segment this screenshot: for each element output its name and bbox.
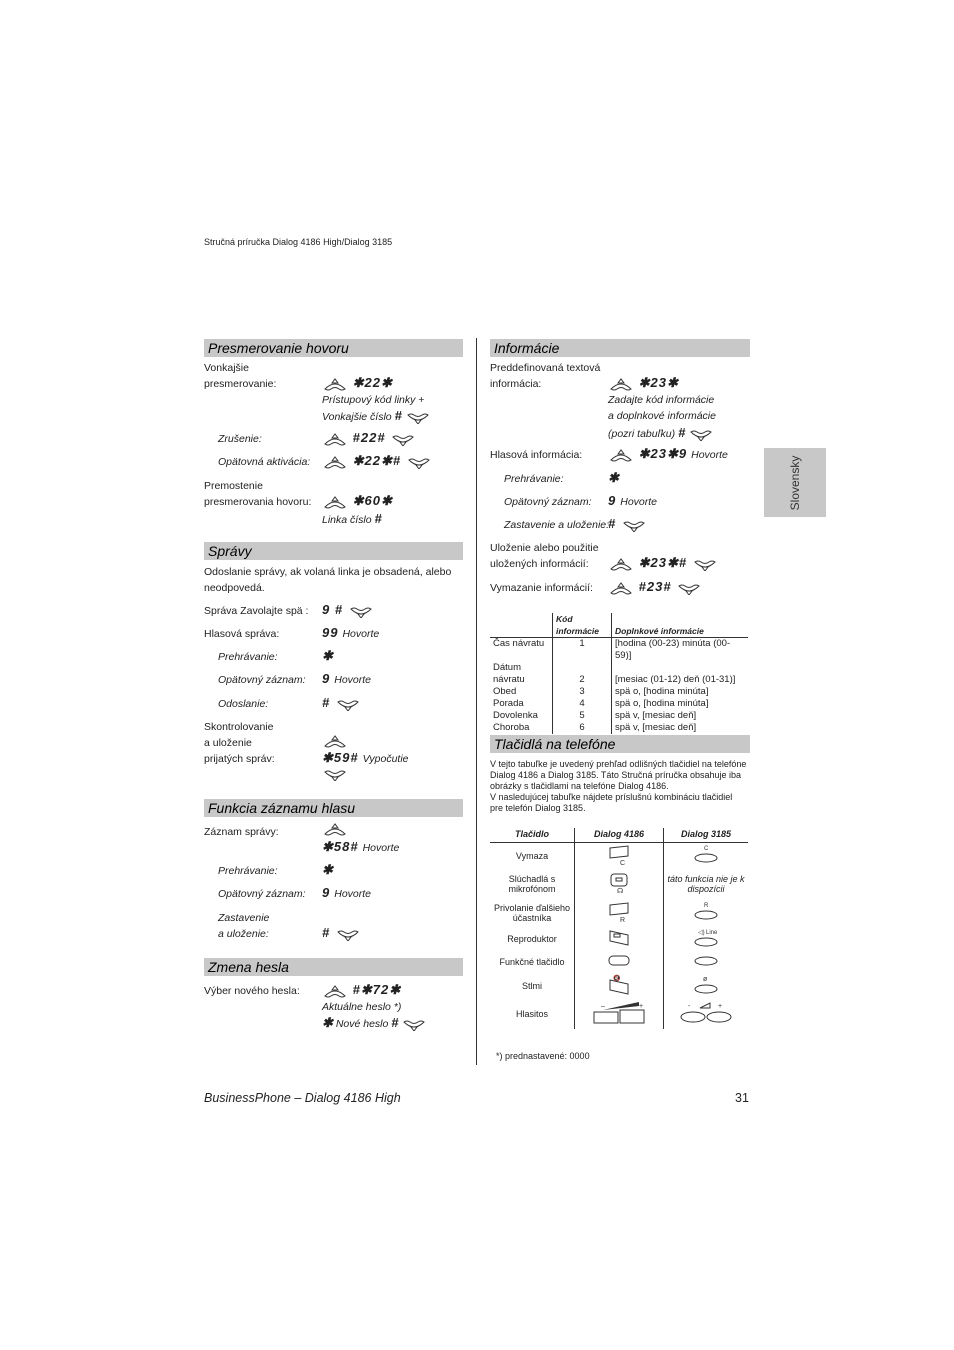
instruction: a doplnkové informácie bbox=[608, 410, 716, 422]
instruction: Prístupový kód linky bbox=[322, 394, 416, 406]
section-header-funkcia: Funkcia záznamu hlasu bbox=[204, 799, 463, 817]
code: 99 bbox=[322, 625, 339, 640]
hash-key: # bbox=[391, 1015, 399, 1030]
headset-key-icon bbox=[606, 872, 632, 894]
svg-text:◁): ◁) bbox=[698, 929, 705, 936]
label: Vymazanie informácií: bbox=[490, 582, 593, 594]
table-row bbox=[490, 638, 748, 663]
label: Skontrolovanie bbox=[204, 721, 274, 733]
code: ✱23✱9 bbox=[638, 446, 688, 461]
cell: Hlasitos bbox=[490, 999, 575, 1029]
label: Hlasová správa: bbox=[204, 628, 280, 640]
mute-key-icon bbox=[606, 974, 632, 996]
label: Opätovný záznam: bbox=[218, 888, 306, 900]
handset-replace-icon bbox=[390, 432, 416, 446]
label: Opätovný záznam: bbox=[504, 496, 592, 508]
code: ✱22✱ bbox=[352, 375, 393, 390]
table-row bbox=[490, 951, 748, 973]
cell bbox=[612, 662, 749, 674]
footer-title: BusinessPhone – Dialog 4186 High bbox=[204, 1091, 401, 1105]
function-key-icon bbox=[693, 953, 719, 969]
label: Zrušenie: bbox=[218, 433, 262, 445]
svg-text:C: C bbox=[704, 845, 709, 852]
svg-text:+: + bbox=[639, 1002, 644, 1010]
label: prijatých správ: bbox=[204, 753, 275, 765]
col-header: Tlačidlo bbox=[490, 828, 575, 843]
col-header: Dialog 3185 bbox=[664, 828, 749, 843]
col-header: Dialog 4186 bbox=[575, 828, 664, 843]
paragraph: neodpovedá. bbox=[204, 582, 265, 594]
cell: spä v, [mesiac deň] bbox=[615, 710, 697, 721]
instruction: Vonkajšie číslo bbox=[322, 411, 392, 423]
section-header-zmena: Zmena hesla bbox=[204, 958, 463, 976]
plus: + bbox=[418, 394, 425, 406]
label: Výber nového hesla: bbox=[204, 985, 300, 997]
hash-key: # bbox=[322, 925, 331, 940]
label: presmerovania hovoru: bbox=[204, 496, 312, 508]
instruction: Hovorte bbox=[362, 842, 400, 854]
svg-text:-: - bbox=[688, 1002, 691, 1010]
volume-key-icon bbox=[678, 1000, 734, 1026]
footnote: *) prednastavené: 0000 bbox=[496, 1051, 590, 1061]
page-number: 31 bbox=[735, 1091, 749, 1105]
handset-lift-icon bbox=[322, 377, 348, 391]
label: a uloženie: bbox=[218, 928, 269, 940]
handset-replace-icon bbox=[335, 927, 361, 941]
info-code-table bbox=[490, 613, 748, 734]
svg-text:–: – bbox=[601, 1002, 605, 1010]
cell: 5 bbox=[553, 710, 612, 722]
label: Odoslanie: bbox=[218, 698, 269, 710]
cell: spä o, [hodina minúta] bbox=[615, 698, 709, 709]
language-tab bbox=[764, 448, 826, 517]
label: Správa Zavolajte spä : bbox=[204, 605, 309, 617]
instruction: Aktuálne heslo *) bbox=[322, 1001, 402, 1013]
cell: spä o, [hodina minúta] bbox=[615, 686, 709, 697]
handset-lift-icon bbox=[322, 495, 348, 509]
paragraph: obrázky s tlačidlami na telefóne Dialog 4186. bbox=[490, 781, 669, 791]
table-row bbox=[490, 722, 748, 734]
cell: 2 bbox=[553, 674, 612, 686]
handset-replace-icon bbox=[406, 455, 432, 469]
cell: Čas návratu bbox=[490, 638, 553, 663]
volume-key-icon bbox=[591, 1000, 647, 1026]
svg-text:+: + bbox=[718, 1002, 723, 1010]
instruction: Zadajte kód informácie bbox=[608, 394, 715, 406]
section-header-informacie: Informácie bbox=[490, 339, 750, 357]
handset-lift-icon bbox=[322, 734, 348, 748]
svg-text:R: R bbox=[704, 902, 709, 909]
clear-key-icon bbox=[693, 844, 719, 866]
instruction: Hovorte bbox=[691, 449, 728, 461]
cell: Choroba bbox=[490, 722, 553, 734]
cell: táto funkcia nie je k dispozícii bbox=[667, 873, 745, 894]
label: Zastavenie a uloženie: bbox=[504, 519, 610, 531]
instruction: Hovorte bbox=[342, 628, 380, 640]
cell: spä v, [mesiac deň] bbox=[615, 722, 697, 733]
cell: Dovolenka bbox=[490, 710, 553, 722]
code: ✱58# bbox=[322, 839, 359, 854]
code: 9 bbox=[608, 493, 617, 508]
paragraph: Dialog 4186 a Dialog 3185. Táto Stručná príručka obsahuje iba bbox=[490, 770, 741, 780]
label: Prehrávanie: bbox=[218, 651, 278, 663]
instruction: Vypočutie bbox=[362, 753, 409, 765]
label: Vonkajšie bbox=[204, 362, 249, 374]
hash-key: # bbox=[322, 695, 331, 710]
handset-replace-icon bbox=[401, 1017, 427, 1031]
label: Uloženie alebo použitie bbox=[490, 542, 599, 554]
label: Preddefinovaná textová bbox=[490, 362, 601, 374]
handset-lift-icon bbox=[322, 455, 348, 469]
star-key: ✱ bbox=[322, 1015, 333, 1030]
svg-text:ø: ø bbox=[703, 975, 708, 983]
label: Zastavenie bbox=[218, 912, 270, 924]
cell: [hodina (00-23) minúta (00-59)] bbox=[615, 638, 731, 661]
recall-key-icon bbox=[693, 901, 719, 923]
label: Hlasová informácia: bbox=[490, 449, 583, 461]
instruction: Linka číslo bbox=[322, 514, 372, 526]
section-header-spravy: Správy bbox=[204, 542, 463, 560]
star-key: ✱ bbox=[322, 862, 334, 877]
handset-replace-icon bbox=[688, 427, 714, 441]
cell: Vymaza bbox=[490, 843, 575, 869]
handset-replace-icon bbox=[348, 604, 374, 618]
table-row bbox=[490, 710, 748, 722]
instruction: Hovorte bbox=[334, 674, 371, 686]
code: ✱23✱ bbox=[638, 375, 679, 390]
label: a uloženie bbox=[204, 737, 252, 749]
function-key-icon bbox=[606, 953, 632, 969]
cell: Dátum bbox=[490, 662, 553, 674]
cell: Privolanie ďalšieho účastníka bbox=[490, 899, 575, 927]
cell: Reproduktor bbox=[490, 927, 575, 951]
table-row bbox=[490, 843, 748, 869]
table-row bbox=[490, 973, 748, 999]
svg-text:☊: ☊ bbox=[617, 887, 624, 894]
cell: 6 bbox=[553, 722, 612, 734]
cell: [mesiac (01-12) deň (01-31)] bbox=[615, 674, 736, 685]
col-header bbox=[490, 613, 553, 638]
code: 9 # bbox=[322, 602, 344, 617]
instruction: Hovorte bbox=[620, 496, 657, 508]
column-divider bbox=[476, 338, 477, 1065]
hash-key: # bbox=[394, 408, 402, 423]
paragraph: pre telefón Dialog 3185. bbox=[490, 803, 586, 813]
hash-key: # bbox=[374, 511, 382, 526]
handset-replace-icon bbox=[335, 697, 361, 711]
label: Premostenie bbox=[204, 480, 263, 492]
code: 9 bbox=[322, 671, 331, 686]
handset-lift-icon bbox=[322, 822, 348, 836]
table-row bbox=[490, 999, 748, 1029]
code: ✱60✱ bbox=[352, 493, 393, 508]
label: Prehrávanie: bbox=[504, 473, 564, 485]
instruction: (pozri tabuľku) bbox=[608, 428, 676, 440]
handset-lift-icon bbox=[322, 432, 348, 446]
hash-key: # bbox=[678, 425, 686, 440]
cell: Obed bbox=[490, 686, 553, 698]
code: #✱72✱ bbox=[352, 982, 402, 997]
instruction: Hovorte bbox=[334, 888, 371, 900]
label: presmerovanie: bbox=[204, 378, 277, 390]
svg-text:R: R bbox=[620, 916, 626, 923]
svg-text:C: C bbox=[620, 859, 626, 866]
handset-replace-icon bbox=[322, 767, 348, 781]
table-row bbox=[490, 927, 748, 951]
language-tab-label: Slovensky bbox=[788, 455, 802, 510]
hash-key: # bbox=[608, 516, 617, 531]
handset-lift-icon bbox=[608, 581, 634, 595]
handset-replace-icon bbox=[692, 557, 718, 571]
handset-lift-icon bbox=[608, 448, 634, 462]
paragraph: V nasledujúcej tabuľke nájdete príslušnú kombináciu tlačidiel bbox=[490, 792, 733, 802]
cell bbox=[553, 662, 612, 674]
code: ✱59# bbox=[322, 750, 359, 765]
svg-text:Line: Line bbox=[706, 929, 718, 936]
handset-lift-icon bbox=[608, 557, 634, 571]
table-row bbox=[490, 869, 748, 899]
mute-key-icon bbox=[693, 974, 719, 996]
speaker-key-icon bbox=[606, 927, 632, 949]
star-key: ✱ bbox=[322, 648, 334, 663]
label: Prehrávanie: bbox=[218, 865, 278, 877]
code: #22# bbox=[352, 430, 386, 445]
star-key: ✱ bbox=[608, 470, 620, 485]
recall-key-icon bbox=[606, 901, 632, 923]
running-header: Stručná príručka Dialog 4186 High/Dialog 3185 bbox=[204, 237, 393, 247]
svg-text:🔇: 🔇 bbox=[613, 975, 621, 982]
paragraph: Odoslanie správy, ak volaná linka je obsadená, alebo bbox=[204, 566, 452, 578]
table-row bbox=[490, 899, 748, 927]
code: ✱23✱# bbox=[638, 555, 688, 570]
cell: Stlmi bbox=[490, 973, 575, 999]
button-table bbox=[490, 828, 748, 1029]
cell: 3 bbox=[553, 686, 612, 698]
handset-lift-icon bbox=[322, 984, 348, 998]
label: Opätovná aktivácia: bbox=[218, 456, 311, 468]
clear-key-icon bbox=[606, 844, 632, 866]
code: #23# bbox=[638, 579, 672, 594]
label: Opätovný záznam: bbox=[218, 674, 306, 686]
section-header-tlacidla: Tlačidlá na telefóne bbox=[490, 735, 750, 753]
handset-lift-icon bbox=[608, 377, 634, 391]
code: ✱22✱# bbox=[352, 453, 402, 468]
code: 9 bbox=[322, 885, 331, 900]
instruction: Nové heslo bbox=[335, 1018, 389, 1030]
cell: 4 bbox=[553, 698, 612, 710]
handset-replace-icon bbox=[405, 410, 431, 424]
handset-replace-icon bbox=[621, 518, 647, 532]
cell: 1 bbox=[553, 638, 612, 663]
speaker-key-icon bbox=[693, 927, 719, 949]
cell: Funkčné tlačidlo bbox=[490, 951, 575, 973]
col-header: Kód informácie bbox=[553, 613, 612, 638]
section-header-presmerovanie: Presmerovanie hovoru bbox=[204, 339, 463, 357]
cell: návratu bbox=[490, 674, 553, 686]
paragraph: V tejto tabuľke je uvedený prehľad odlišných tlačidiel na telefóne bbox=[490, 759, 747, 769]
table-row bbox=[490, 698, 748, 710]
table-row bbox=[490, 686, 748, 698]
cell: Porada bbox=[490, 698, 553, 710]
col-header: Doplnkové informácie bbox=[612, 613, 749, 638]
handset-replace-icon bbox=[676, 581, 702, 595]
label: Záznam správy: bbox=[204, 826, 279, 838]
label: informácia: bbox=[490, 378, 542, 390]
cell: Slúchadlá s mikrofónom bbox=[490, 869, 575, 899]
label: uložených informácií: bbox=[490, 558, 589, 570]
table-row bbox=[490, 674, 748, 686]
table-row bbox=[490, 662, 748, 674]
